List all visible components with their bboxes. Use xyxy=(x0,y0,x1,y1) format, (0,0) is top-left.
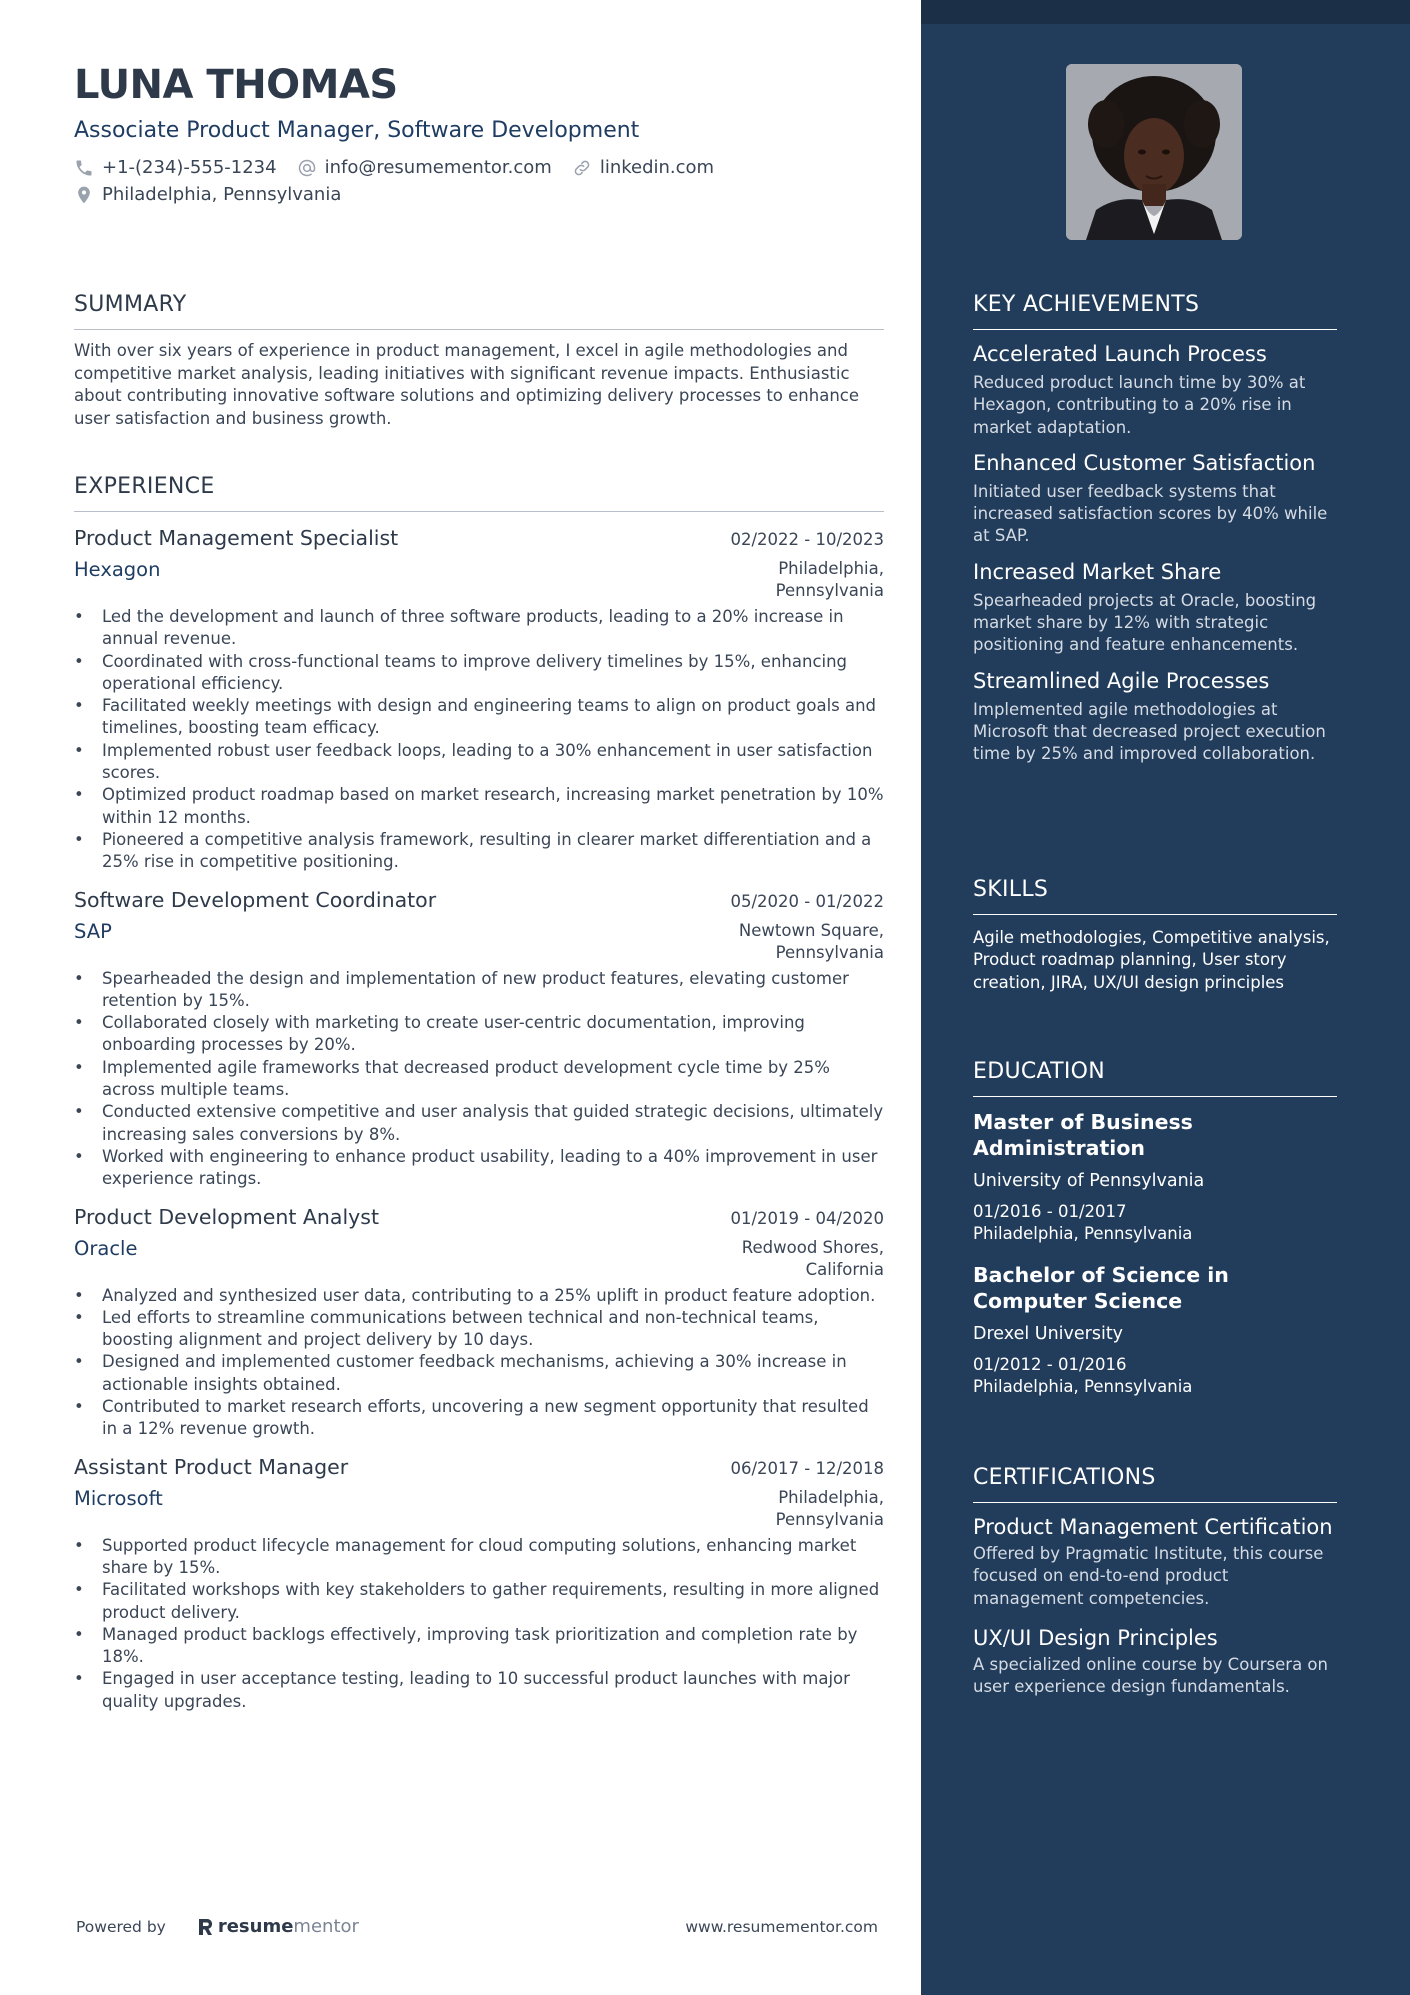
degree: Master of Business Administration xyxy=(973,1110,1193,1160)
job-bullets xyxy=(74,968,884,1191)
education-title: EDUCATION xyxy=(973,1059,1337,1097)
achievements-title: KEY ACHIEVEMENTS xyxy=(973,292,1337,330)
powered-by-label: Powered by xyxy=(76,1917,166,1936)
education-item xyxy=(973,1109,1337,1246)
achievement-title: Enhanced Customer Satisfaction xyxy=(973,450,1316,475)
bullet-item: • Designed and implemented customer feedback mechanisms, achieving a 30% increase in actionable insights obtained. xyxy=(74,1351,884,1396)
education-dates: 01/2016 - 01/2017 xyxy=(973,1202,1127,1221)
bullet-item: • Supported product lifecycle management for cloud computing solutions, enhancing market share by 15%. xyxy=(74,1535,884,1580)
bullet-item: • Implemented robust user feedback loops, leading to a 30% enhancement in user satisfaction scores. xyxy=(74,740,884,785)
company-name: Hexagon xyxy=(74,558,161,581)
bullet-item: • Collaborated closely with marketing to create user-centric documentation, improving onboarding processes by 20%. xyxy=(74,1012,884,1057)
achievement-item xyxy=(973,669,1337,766)
brand-bold: resume xyxy=(217,1916,294,1937)
achievements-section xyxy=(973,292,1337,766)
company-name: Oracle xyxy=(74,1236,138,1260)
bullet-item: • Optimized product roadmap based on market research, increasing market penetration by 10% within 12 months. xyxy=(74,784,884,829)
achievement-text: Implemented agile methodologies at Microsoft that decreased project execution time by 25% and improved collaboration. xyxy=(973,699,1326,764)
certification-text: Offered by Pragmatic Institute, this course focused on end-to-end product management competencies. xyxy=(973,1544,1324,1608)
job-bullets xyxy=(74,1285,884,1441)
job-dates: 06/2017 - 12/2018 xyxy=(730,1458,884,1478)
education-section xyxy=(973,1059,1337,1398)
job-entry xyxy=(74,526,884,874)
job-bullets xyxy=(74,606,884,874)
job-title: Assistant Product Manager xyxy=(74,1454,349,1479)
linkedin-link[interactable]: linkedin.com xyxy=(599,157,715,178)
bullet-item: • Led the development and launch of three software products, leading to a 20% increase in annual revenue. xyxy=(74,606,884,651)
phone-text: +1-(234)-555-1234 xyxy=(102,157,277,178)
sidebar-top-bar xyxy=(921,0,1410,24)
summary-text: With over six years of experience in product management, I excel in agile methodologies and competitive market analysis, leading initiatives with significant revenue impacts. Enthusiastic about contributing innovative software solutions and optimizing delivery processes to enhance user satisfaction and business growth. xyxy=(74,341,859,428)
job-location: Newtown Square, Pennsylvania xyxy=(738,920,884,962)
job-dates: 01/2019 - 04/2020 xyxy=(730,1208,884,1228)
degree: Bachelor of Science in Computer Science xyxy=(973,1262,1229,1313)
portrait-illustration xyxy=(1066,64,1242,240)
certification-text: A specialized online course by Coursera on user experience design fundamentals. xyxy=(973,1654,1328,1697)
bullet-item: • Led efforts to streamline communications between technical and non-technical teams, boosting alignment and project delivery by 10 days. xyxy=(74,1307,884,1352)
achievement-title: Streamlined Agile Processes xyxy=(973,668,1270,693)
certification-title: UX/UI Design Principles xyxy=(973,1625,1218,1650)
job-title: Product Management Specialist xyxy=(74,526,399,550)
education-dates: 01/2012 - 01/2016 xyxy=(973,1354,1127,1374)
experience-section xyxy=(74,474,884,1713)
job-dates: 05/2020 - 01/2022 xyxy=(730,891,884,911)
skills-section xyxy=(973,877,1337,994)
school: Drexel University xyxy=(973,1323,1124,1344)
education-location: Philadelphia, Pennsylvania xyxy=(973,1376,1193,1396)
summary-section xyxy=(74,292,884,430)
bullet-item: • Contributed to market research efforts, uncovering a new segment opportunity that resulted in a 12% revenue growth. xyxy=(74,1396,884,1441)
phone-contact xyxy=(74,157,277,178)
email-contact[interactable] xyxy=(297,157,552,178)
job-dates: 02/2022 - 10/2023 xyxy=(730,530,884,549)
site-link[interactable]: www.resumementor.com xyxy=(685,1917,878,1936)
bullet-item: • Facilitated workshops with key stakeholders to gather requirements, resulting in more aligned product delivery. xyxy=(74,1579,884,1624)
bullet-item: • Coordinated with cross-functional teams to improve delivery timelines by 15%, enhancing operational efficiency. xyxy=(74,651,884,696)
link-icon xyxy=(572,158,592,178)
job-title: Software Development Coordinator xyxy=(74,887,437,912)
achievement-text: Initiated user feedback systems that increased satisfaction scores by 40% while at SAP. xyxy=(973,481,1328,546)
at-sign-icon xyxy=(297,158,317,178)
achievement-text: Spearheaded projects at Oracle, boosting market share by 12% with strategic positioning and feature enhancements. xyxy=(973,590,1317,655)
job-title: Product Development Analyst xyxy=(74,1204,379,1229)
bullet-item: • Worked with engineering to enhance product usability, leading to a 40% improvement in user experience ratings. xyxy=(74,1146,884,1191)
certification-item xyxy=(973,1515,1337,1610)
certifications-title: CERTIFICATIONS xyxy=(973,1465,1337,1503)
header xyxy=(74,62,884,205)
sidebar xyxy=(921,0,1410,1995)
candidate-name: LUNA THOMAS xyxy=(74,62,398,108)
bullet-item: • Spearheaded the design and implementation of new product features, elevating customer retention by 15%. xyxy=(74,968,884,1013)
phone-icon xyxy=(74,158,94,178)
skills-title: SKILLS xyxy=(973,877,1337,915)
profile-photo xyxy=(1066,64,1242,240)
map-pin-icon xyxy=(74,185,94,205)
summary-title: SUMMARY xyxy=(74,292,884,330)
brand-light: mentor xyxy=(293,1916,359,1937)
achievement-title: Increased Market Share xyxy=(973,559,1222,584)
job-entry xyxy=(74,888,884,1191)
certification-title: Product Management Certification xyxy=(973,1515,1333,1539)
job-bullets xyxy=(74,1535,884,1713)
bullet-item: • Implemented agile frameworks that decreased product development cycle time by 25% across multiple teams. xyxy=(74,1057,884,1102)
powered-by xyxy=(76,1916,359,1937)
resumementor-logo-icon xyxy=(196,1917,214,1937)
contact-row xyxy=(74,157,884,178)
certification-item xyxy=(973,1626,1337,1699)
email-link[interactable]: info@resumementor.com xyxy=(324,157,552,178)
job-entry xyxy=(74,1455,884,1713)
bullet-item: • Pioneered a competitive analysis framework, resulting in clearer market differentiation and a 25% rise in competitive positioning. xyxy=(74,829,884,874)
experience-title: EXPERIENCE xyxy=(74,474,884,512)
job-entry xyxy=(74,1205,884,1441)
location-contact xyxy=(74,184,341,205)
achievement-text: Reduced product launch time by 30% at Hexagon, contributing to a 20% rise in market adaptation. xyxy=(973,373,1306,437)
brand-logo[interactable] xyxy=(196,1916,359,1937)
job-location: Redwood Shores, California xyxy=(741,1237,884,1279)
bullet-item: • Managed product backlogs effectively, improving task prioritization and completion rate by 18%. xyxy=(74,1624,884,1669)
job-location: Philadelphia, Pennsylvania xyxy=(775,559,884,600)
company-name: Microsoft xyxy=(74,1486,163,1510)
bullet-item: • Engaged in user acceptance testing, leading to 10 successful product launches with major quality upgrades. xyxy=(74,1668,884,1713)
bullet-item: • Conducted extensive competitive and user analysis that guided strategic decisions, ultimately increasing sales conversions by 8%. xyxy=(74,1101,884,1146)
certifications-section xyxy=(973,1465,1337,1698)
achievement-title: Accelerated Launch Process xyxy=(973,342,1267,366)
skills-text: Agile methodologies, Competitive analysis, Product roadmap planning, User story creation, JIRA, UX/UI design principles xyxy=(973,928,1330,992)
company-name: SAP xyxy=(74,919,112,943)
footer xyxy=(76,1916,878,1937)
school: University of Pennsylvania xyxy=(973,1171,1205,1191)
bullet-item: • Analyzed and synthesized user data, contributing to a 25% uplift in product feature adoption. xyxy=(74,1285,884,1307)
job-location: Philadelphia, Pennsylvania xyxy=(775,1487,884,1529)
achievement-item xyxy=(973,451,1337,548)
linkedin-contact[interactable] xyxy=(572,157,714,178)
candidate-role: Associate Product Manager, Software Development xyxy=(74,118,640,143)
bullet-item: • Facilitated weekly meetings with design and engineering teams to align on product goals and timelines, boosting team efficacy. xyxy=(74,695,884,740)
achievement-item xyxy=(973,342,1337,439)
location-row xyxy=(74,184,884,205)
education-location: Philadelphia, Pennsylvania xyxy=(973,1224,1193,1244)
location-text: Philadelphia, Pennsylvania xyxy=(102,184,342,205)
education-item xyxy=(973,1262,1337,1399)
achievement-item xyxy=(973,560,1337,657)
